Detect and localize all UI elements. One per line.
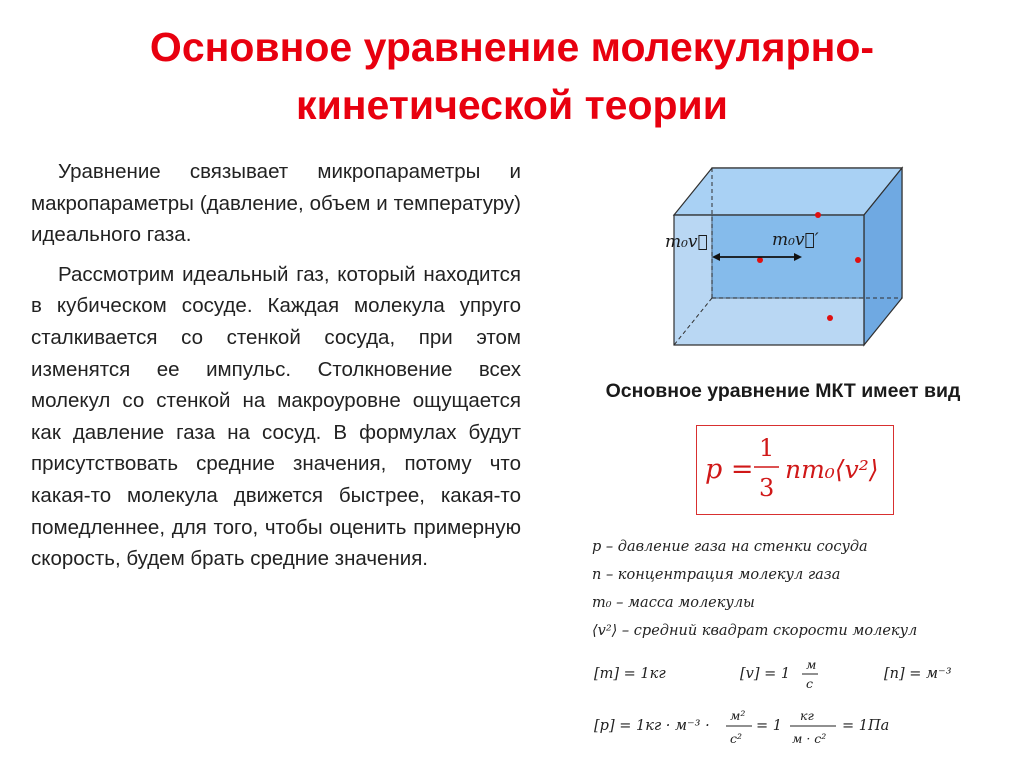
formula-caption: Основное уравнение МКТ имеет вид bbox=[605, 380, 961, 402]
unit-velocity-den: с bbox=[806, 676, 814, 691]
formula-denominator: 3 bbox=[759, 474, 775, 502]
legend-item-m0: m₀ – масса молекулы bbox=[592, 595, 755, 611]
formula-box bbox=[696, 425, 894, 515]
legend-item-v2: ⟨v²⟩ – средний квадрат скорости молекул bbox=[592, 623, 918, 639]
cube-top-face bbox=[674, 168, 902, 215]
unit-pressure-f1-den: с² bbox=[730, 731, 743, 746]
cube-diagram bbox=[660, 160, 920, 350]
unit-concentration: [n] = м⁻³ bbox=[884, 666, 952, 682]
unit-pressure-lhs: [p] = 1кг · м⁻³ · bbox=[594, 718, 710, 734]
formula-rhs: nm₀⟨v²⟩ bbox=[785, 455, 879, 484]
cube-illustration bbox=[660, 160, 920, 350]
molecule-dot bbox=[815, 212, 821, 218]
unit-pressure-f2-den: м · с² bbox=[792, 731, 827, 746]
unit-pressure-mid: = 1 bbox=[756, 718, 782, 734]
title-line-1: Основное уравнение молекулярно- bbox=[149, 24, 875, 70]
formula-legend bbox=[592, 533, 1012, 645]
units-block bbox=[592, 650, 1012, 755]
slide-title bbox=[0, 18, 1024, 134]
momentum-label-right: m₀v⃗′ bbox=[772, 230, 819, 250]
unit-mass: [m] = 1кг bbox=[594, 666, 666, 682]
unit-pressure-f1-num: м² bbox=[730, 708, 746, 723]
legend-item-n: n – концентрация молекул газа bbox=[592, 567, 841, 583]
main-formula bbox=[697, 426, 893, 514]
molecule-dot bbox=[827, 315, 833, 321]
unit-velocity: [v] = 1 bbox=[740, 666, 791, 682]
unit-pressure-end: = 1Па bbox=[842, 718, 890, 734]
molecule-dot bbox=[855, 257, 861, 263]
unit-pressure-f2-num: кг bbox=[800, 708, 814, 723]
title-line-2: кинетической теории bbox=[296, 82, 728, 128]
unit-velocity-num: м bbox=[806, 657, 817, 672]
units-formulas bbox=[592, 650, 1012, 755]
paragraph-1: Уравнение связывает микропараметры и макропараметры (давление, объем и температуру) идеального газа. bbox=[31, 160, 521, 247]
body-text bbox=[31, 156, 521, 583]
paragraph-2: Рассмотрим идеальный газ, который находится в кубическом сосуде. Каждая молекула упруго сталкивается со стенкой сосуда, при этом изменятся ее импульс. Столкновение всех молекул со стенкой на макроуровне ощущается как давление газа на сосуд. В формулах будут присутствовать средние значения, потому что какая-то молекула движется быстрее, какая-то помедленнее, для того, чтобы оценить примерную скорость, будем брать средние значения. bbox=[31, 262, 521, 571]
legend-item-p: p – давление газа на стенки сосуда bbox=[592, 539, 868, 555]
formula-lhs: p = bbox=[705, 454, 754, 485]
formula-numerator: 1 bbox=[759, 434, 775, 462]
momentum-label-left: m₀v⃗ bbox=[665, 232, 708, 252]
